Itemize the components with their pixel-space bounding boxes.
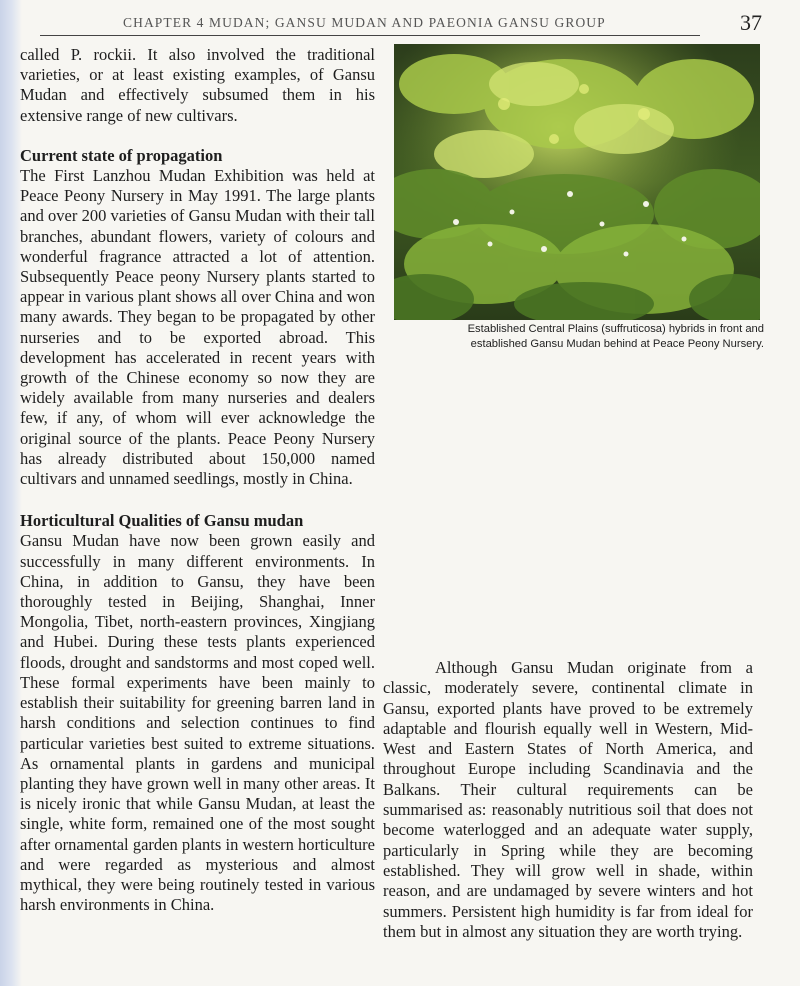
figure-caption <box>396 322 764 352</box>
header-rule <box>40 35 700 36</box>
intro-paragraph: called P. rockii. It also involved the traditional varieties, or at least existing examples, of Gansu Mudan and effectively subsumed them in his extensive range of new cultivars. <box>20 45 375 125</box>
climate-paragraph: Although Gansu Mudan originate from a classic, moderately severe, continental climate in Gansu, exported plants have proved to be extremely adaptable and flourish equally well in Western, Mid-West and Eastern States of North America, and throughout Europe including Scandinavia and the Balkans. Their cultural requirements can be summarised as: reasonably nutritious soil that does not become waterlogged and an adequate water supply, particularly in Spring while they are becoming established. They will grow well in shade, within reason, and are undamaged by severe winters and hot summers. Persistent high humidity is far from ideal for them but in almost any situation they are worth trying. <box>383 658 753 941</box>
right-column <box>383 658 753 942</box>
propagation-paragraph: The First Lanzhou Mudan Exhibition was held at Peace Peony Nursery in May 1991. The large plants and over 200 varieties of Gansu Mudan with their tall branches, abundant flowers, variety of colours and wonderful fragrance attracted a lot of attention. Subsequently Peace peony Nursery plants started to appear in various plant shows all over China and won many awards. They began to be propagated by other nurseries and to be exported abroad. This development has accelerated in recent years with growth of the Chinese economy so now they are widely available from many nurseries and dealers few, if any, of whom will ever acknowledge the original source of the plants. Peace Peony Nursery has already distributed about 150,000 named cultivars and unnamed seedlings, mostly in China. <box>20 166 375 489</box>
page-gutter-shadow <box>0 0 22 986</box>
left-column <box>20 45 375 915</box>
peony-nursery-photo <box>394 44 760 320</box>
horticultural-qualities-paragraph: Gansu Mudan have now been grown easily and successfully in many different environments. In China, in addition to Gansu, they have been thoroughly tested in Beijing, Shanghai, Inner Mongolia, Tibet, north-eastern provinces, Xingjiang and Hubei. During these tests plants experienced floods, drought and sandstorms and most coped well. These formal experiments have been mainly to establish their suitability for greening barren land in harsh conditions and selection continues to find particular varieties best suited to extreme situations. As ornamental plants in gardens and municipal planting they have grown well in many other areas. It is nicely ironic that while Gansu Mudan, at least the single, white form, remained one of the most sought after ornamental garden plants in western horticulture and were regarded as mysterious and almost mythical, they were being routinely tested in various harsh environments in China. <box>20 531 375 915</box>
caption-line-2: established Gansu Mudan behind at Peace Peony Nursery. <box>470 338 764 350</box>
caption-line-1: Established Central Plains (suffruticosa) hybrids in front and <box>467 323 764 335</box>
page-header <box>40 10 770 38</box>
section-heading-horticultural-qualities: Horticultural Qualities of Gansu mudan <box>20 511 304 531</box>
page-number: 37 <box>740 10 762 35</box>
section-heading-propagation: Current state of propagation <box>20 145 223 165</box>
running-head: CHAPTER 4 MUDAN; GANSU MUDAN AND PAEONIA GANSU GROUP <box>123 15 606 30</box>
